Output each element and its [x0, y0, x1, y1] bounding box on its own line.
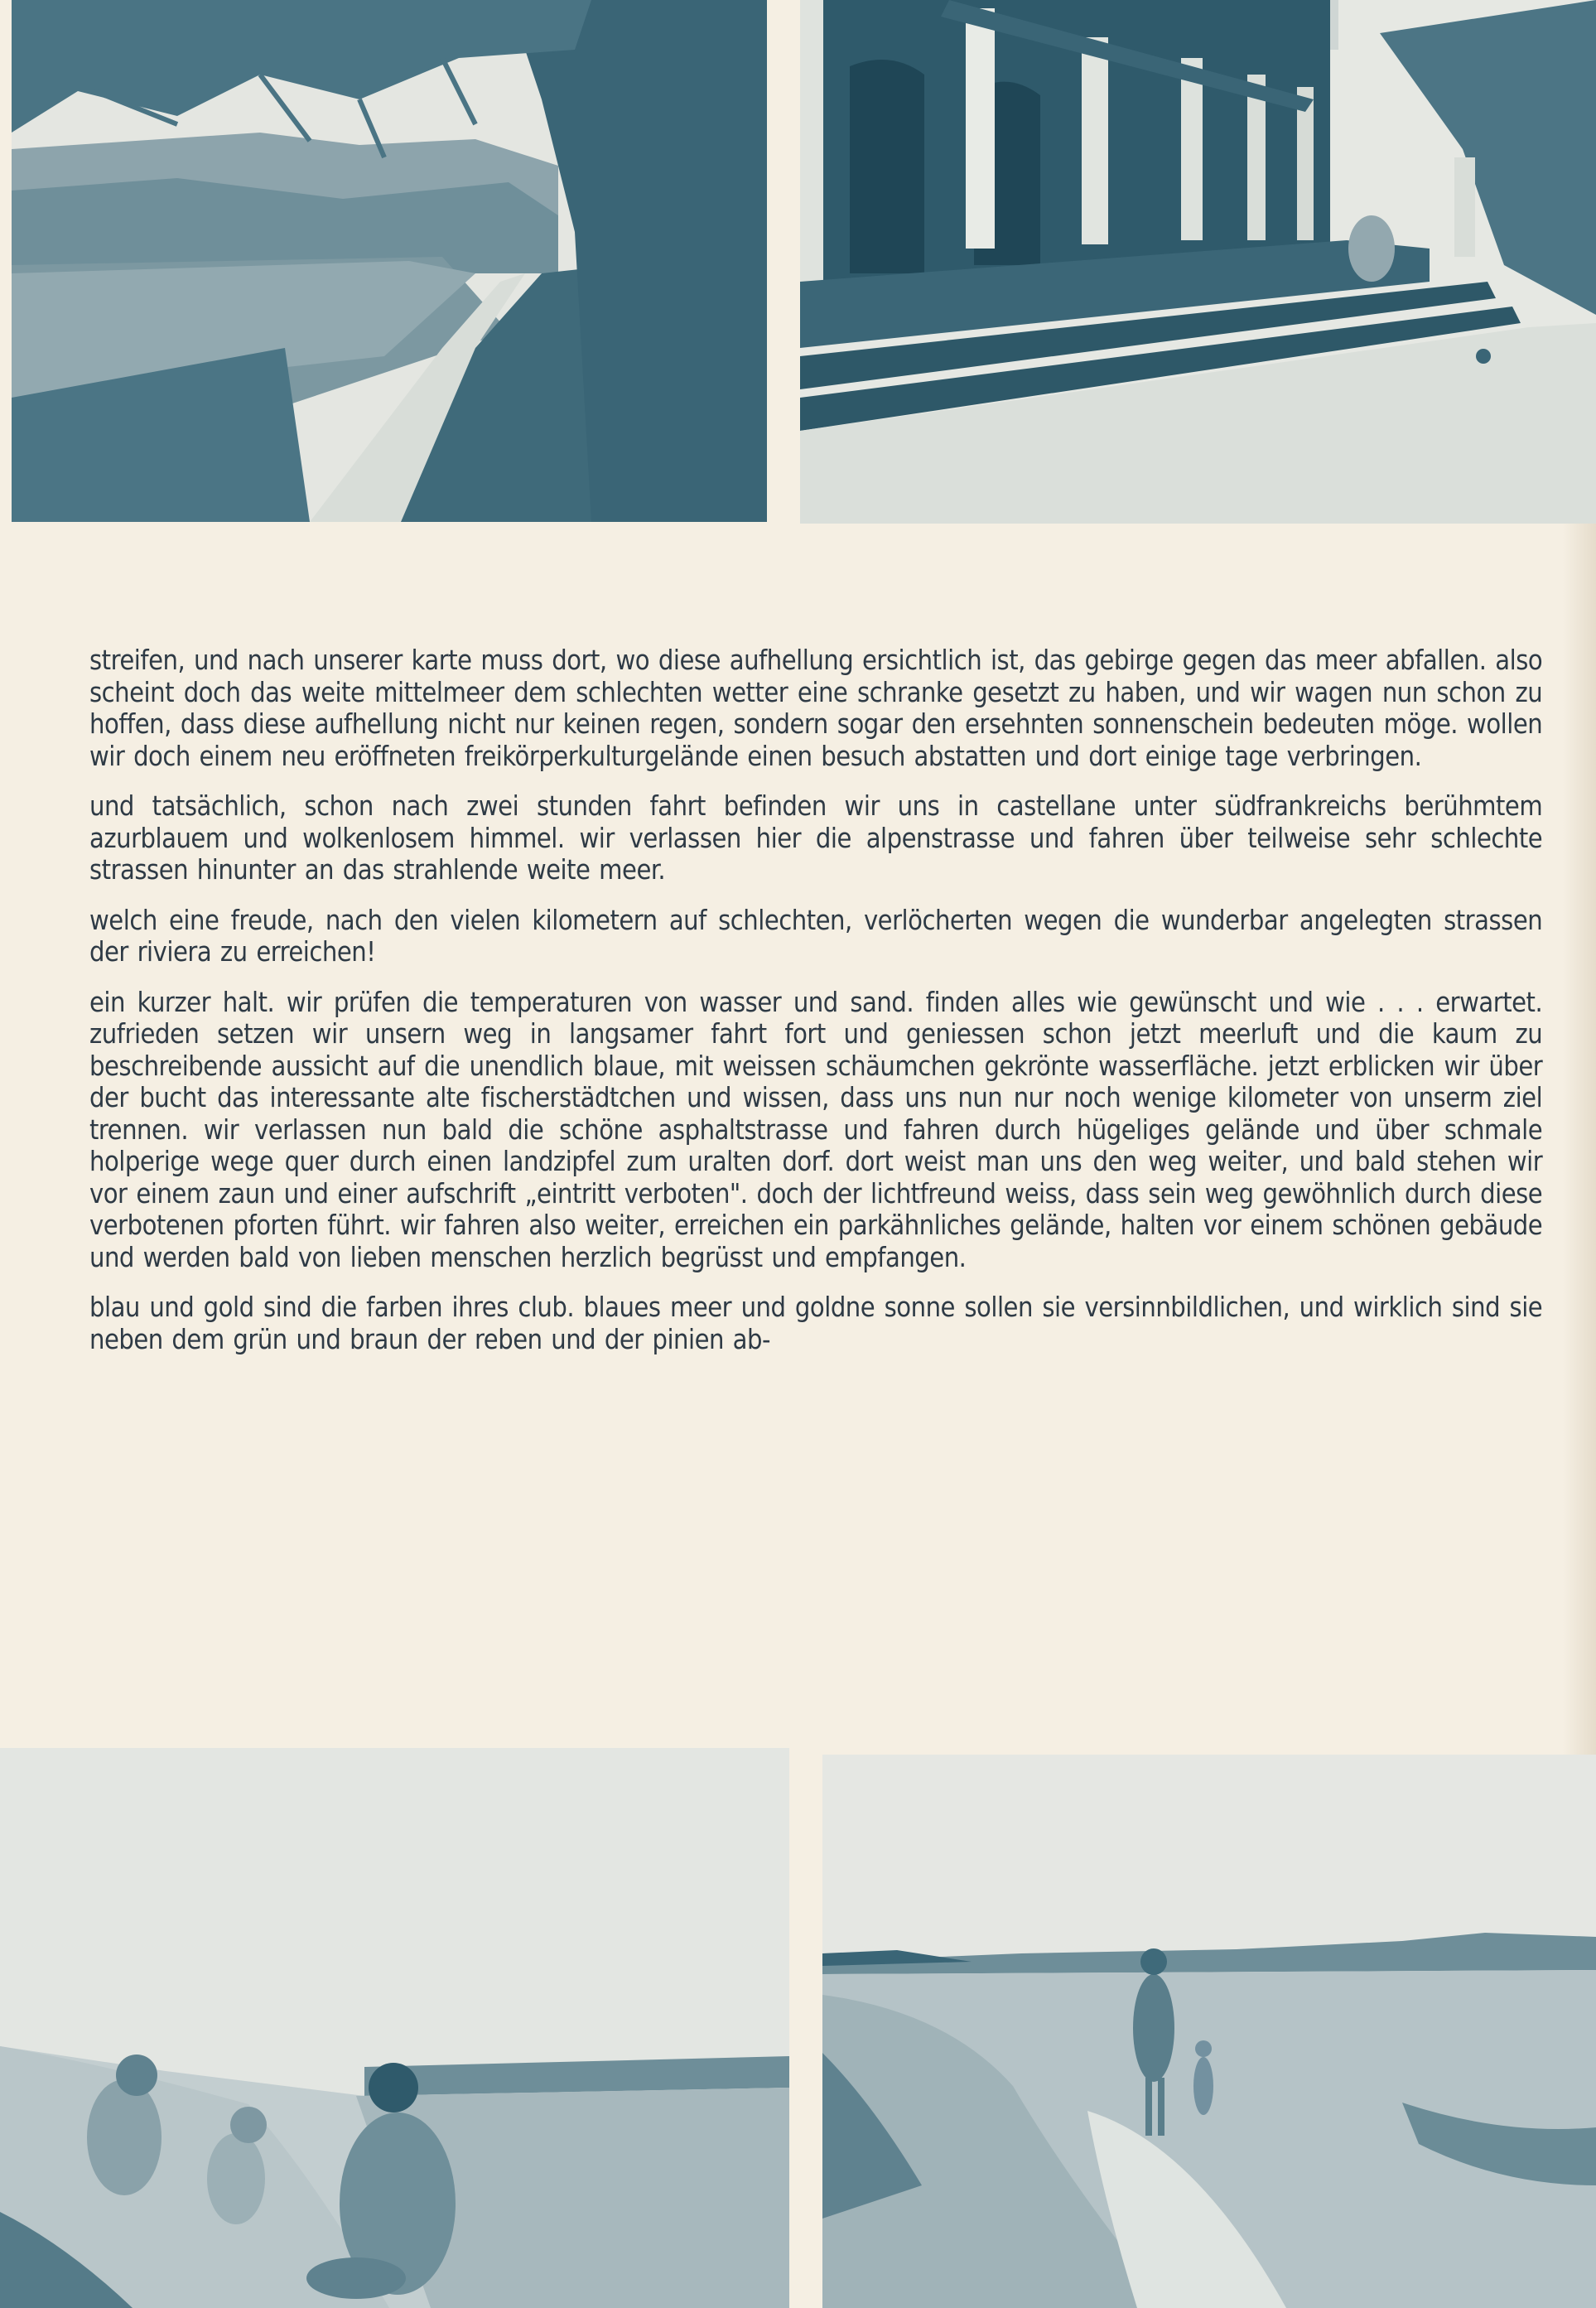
photo-beach-walk — [822, 1755, 1596, 2308]
photo-beach-sitting-icon — [0, 1748, 789, 2308]
photo-beach-walk-icon — [822, 1755, 1596, 2308]
article-paragraph: und tatsächlich, schon nach zwei stunden fahrt befinden wir uns in castellane unter südfrankreichs berühmtem azurblauem und wolkenlosem himmel. wir verlassen hier die alpenstrasse und fahren über teilweise sehr schlechte strassen hinunter an das strahlende weite meer. — [89, 789, 1543, 886]
article-body — [89, 645, 1572, 1374]
photo-villa-veranda-icon — [800, 0, 1596, 524]
article-paragraph: ein kurzer halt. wir prüfen die temperaturen von wasser und sand. finden alles wie gewünscht und wie . . . erwartet. zufrieden setzen wir unsern weg in langsamer fahrt fort und geniessen schon jetzt meerluft und die kaum zu beschreibende aussicht auf die unendlich blaue, mit weissen schäumchen gekrönte wasserfläche. jetzt erblicken wir über der bucht das interessante alte fischerstädtchen und wissen, dass uns nun nur noch wenige kilometer von unserm ziel trennen. wir verlassen nun bald die schöne asphaltstrasse und fahren durch hügeliges gelände und über schmale holperige wege quer durch einen landzipfel zum uralten dorf. dort weist man uns den weg weiter, und bald stehen wir vor einem zaun und einer aufschrift „eintritt verboten". doch der lichtfreund weiss, dass sein weg gewöhnlich durch diese verbotenen pforten führt. wir fahren also weiter, erreichen ein parkähnliches gelände, halten vor einem schönen gebäude und werden bald von lieben menschen herzlich begrüsst und empfangen. — [89, 985, 1543, 1273]
photo-beach-sitting — [0, 1748, 789, 2308]
photo-landscape-road-icon — [12, 0, 767, 522]
article-paragraph: welch eine freude, nach den vielen kilometern auf schlechten, verlöcherten wegen die wunderbar angelegten strassen der riviera zu erreichen! — [89, 903, 1543, 968]
photo-landscape-road — [12, 0, 767, 522]
article-paragraph: streifen, und nach unserer karte muss dort, wo diese aufhellung ersichtlich ist, das gebirge gegen das meer abfallen. also scheint doch das weite mittelmeer dem schlechten wetter eine schranke gesetzt zu haben, und wir wagen nun schon zu hoffen, dass diese aufhellung nicht nur keinen regen, sondern sogar den ersehnten sonnenschein bedeuten möge. wollen wir doch einem neu eröffneten freikörperkulturgelände einen besuch abstatten und dort einige tage verbringen. — [89, 644, 1543, 772]
article-paragraph: blau und gold sind die farben ihres club. blaues meer und goldne sonne sollen sie versinnbildlichen, und wirklich sind sie neben dem grün und braun der reben und der pinien ab- — [89, 1291, 1543, 1355]
photo-villa-veranda — [800, 0, 1596, 524]
